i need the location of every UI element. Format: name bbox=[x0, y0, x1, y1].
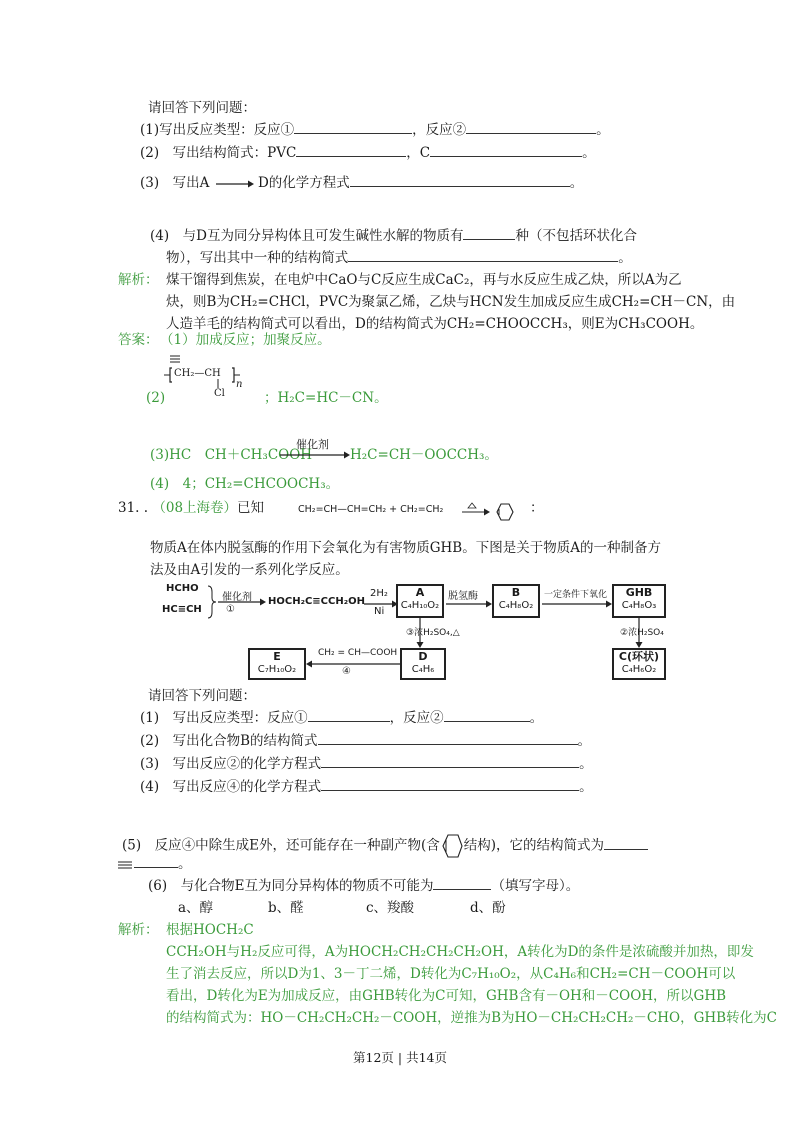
compound-ghb-box: GHB C₄H₈O₃ bbox=[612, 584, 666, 618]
answer-line: (2) bbox=[146, 390, 166, 406]
q31-intro: 法及由A引发的一系列化学反应。 bbox=[150, 562, 349, 578]
analysis-line: 煤干馏得到焦炭，在电炉中CaO与C反应生成CaC₂，再与水反应生成乙炔，所以A为乙 bbox=[166, 272, 682, 288]
reaction-arrow-icon bbox=[214, 179, 254, 189]
diels-alder-product bbox=[462, 500, 532, 524]
q31-ask: 请回答下列问题： bbox=[148, 688, 256, 704]
answer-blank bbox=[463, 238, 515, 240]
analysis-label: 解析： bbox=[118, 922, 159, 938]
answer-blank bbox=[296, 155, 406, 157]
compound-b-box: B C₄H₈O₂ bbox=[492, 584, 540, 618]
compound-c-box: C(环状) C₄H₆O₂ bbox=[612, 648, 666, 680]
answer-blank bbox=[318, 743, 578, 745]
q30-question-3: (3) 写出A D的化学方程式 。 bbox=[140, 175, 584, 191]
answer-line: (4) 4；CH₂=CHCOOCH₃。 bbox=[150, 476, 340, 492]
answer-blank bbox=[466, 132, 596, 134]
option-c: c、羧酸 bbox=[366, 900, 415, 916]
analysis-line: 生了消去反应，所以D为1、3－丁二烯，D转化为C₇H₁₀O₂，从C₄H₆和CH₂=CH－COOH可以 bbox=[166, 966, 736, 982]
answer-blank bbox=[321, 789, 579, 791]
answer-blank bbox=[430, 155, 582, 157]
reaction-arrow-icon bbox=[280, 449, 350, 461]
analysis-line: 炔，则B为CH₂=CHCl，PVC为聚氯乙烯，乙炔与HCN发生加成反应生成CH₂=CH－CN，由 bbox=[166, 294, 736, 310]
pvc-n: n bbox=[236, 379, 243, 390]
q31-question-5-cont: 。 bbox=[134, 856, 192, 874]
analysis-line: 人造羊毛的结构简式可以看出，D的结构简式为CH₂=CHOOCCH₃，则E为CH₃COOH。 bbox=[166, 316, 704, 332]
q30-question-1: (1)写出反应类型：反应① ，反应② 。 bbox=[140, 122, 610, 138]
answer-blank bbox=[444, 720, 530, 722]
q31-question-5: (5) 反应④中除生成E外，还可能存在一种副产物(含 结构)，它的结构简式为 bbox=[122, 832, 648, 860]
q30-question-2: (2) 写出结构简式：PVC ，C 。 bbox=[140, 145, 596, 161]
answer-blank bbox=[604, 848, 648, 850]
answer-blank bbox=[350, 185, 570, 187]
compound-d-box: D C₄H₆ bbox=[400, 648, 446, 680]
compound-a-box: A C₄H₁₀O₂ bbox=[396, 584, 444, 618]
answer-blank bbox=[134, 866, 178, 868]
analysis-line: CCH₂OH与H₂反应可得，A为HOCH₂CH₂CH₂CH₂OH，A转化为D的条件是浓硫酸并加热，即发 bbox=[166, 944, 754, 960]
catalyst-label: 催化剂 bbox=[296, 438, 329, 451]
margin-mark-icon bbox=[118, 860, 134, 870]
answer-blank bbox=[308, 720, 390, 722]
pvc-cl: Cl bbox=[214, 388, 225, 399]
q31-question-3: (3) 写出反应②的化学方程式 。 bbox=[140, 756, 593, 772]
q30-intro: 请回答下列问题： bbox=[148, 100, 256, 116]
q31-question-6: (6) 与化合物E互为同分异构体的物质不可能为 （填写字母）。 bbox=[148, 878, 580, 894]
analysis-line: 看出，D转化为E为加成反应，由GHB转化为C可知，GHB含有－OH和－COOH，所以GHB bbox=[166, 988, 727, 1004]
answer-line: H₂C=CH－OOCCH₃。 bbox=[350, 447, 498, 463]
reactant-hcho: HCHO bbox=[166, 583, 199, 594]
answer-blank bbox=[321, 766, 579, 768]
page-footer: 第12页 | 共14页 bbox=[353, 1050, 447, 1065]
q31-question-1: (1) 写出反应类型：反应① ，反应② 。 bbox=[140, 710, 544, 726]
answer-line: （1）加成反应；加聚反应。 bbox=[160, 332, 331, 348]
prod-butynediol: HOCH₂C≡CCH₂OH bbox=[268, 596, 365, 607]
q30-question-4-cont: 物），写出其中一种的结构简式 。 bbox=[166, 250, 632, 266]
colon: ： bbox=[530, 500, 544, 516]
answer-blank bbox=[294, 132, 412, 134]
option-b: b、醛 bbox=[268, 900, 304, 916]
option-a: a、醇 bbox=[178, 900, 214, 916]
answer-line: ；H₂C=HC－CN。 bbox=[264, 390, 388, 406]
analysis-line: 的结构简式为：HO－CH₂CH₂CH₂－COOH，逆推为B为HO－CH₂CH₂CH₂－CHO，GHB转化为C bbox=[166, 1010, 777, 1026]
analysis-line: 根据HOCH₂C bbox=[166, 922, 254, 938]
reactant-acetylene: HC≡CH bbox=[162, 604, 202, 615]
q31-header: 31. . （08上海卷）已知 bbox=[118, 500, 265, 516]
option-d: d、酚 bbox=[470, 900, 506, 916]
reaction-arrow-icon bbox=[306, 658, 400, 670]
analysis-label: 解析： bbox=[118, 272, 159, 288]
answer-label: 答案： bbox=[118, 332, 159, 348]
compound-e-box: E C₇H₁₀O₂ bbox=[248, 648, 306, 680]
answer-blank bbox=[433, 888, 491, 890]
diels-alder-equation: CH₂=CH—CH=CH₂ + CH₂=CH₂ bbox=[298, 504, 444, 515]
answer-line: (3)HC CH＋CH₃COOH bbox=[150, 447, 313, 463]
answer-blank bbox=[348, 260, 618, 262]
q31-question-4: (4) 写出反应④的化学方程式 。 bbox=[140, 779, 593, 795]
q30-question-4: (4) 与D互为同分异构体且可发生碱性水解的物质有 种（不包括环状化合 bbox=[150, 228, 637, 244]
cyclohexene-icon bbox=[440, 832, 464, 860]
q31-question-2: (2) 写出化合物B的结构简式 。 bbox=[140, 733, 592, 749]
pvc-chain: CH₂—CH bbox=[174, 368, 221, 379]
q31-intro: 物质A在体内脱氢酶的作用下会氧化为有害物质GHB。下图是关于物质A的一种制备方 bbox=[150, 540, 661, 556]
